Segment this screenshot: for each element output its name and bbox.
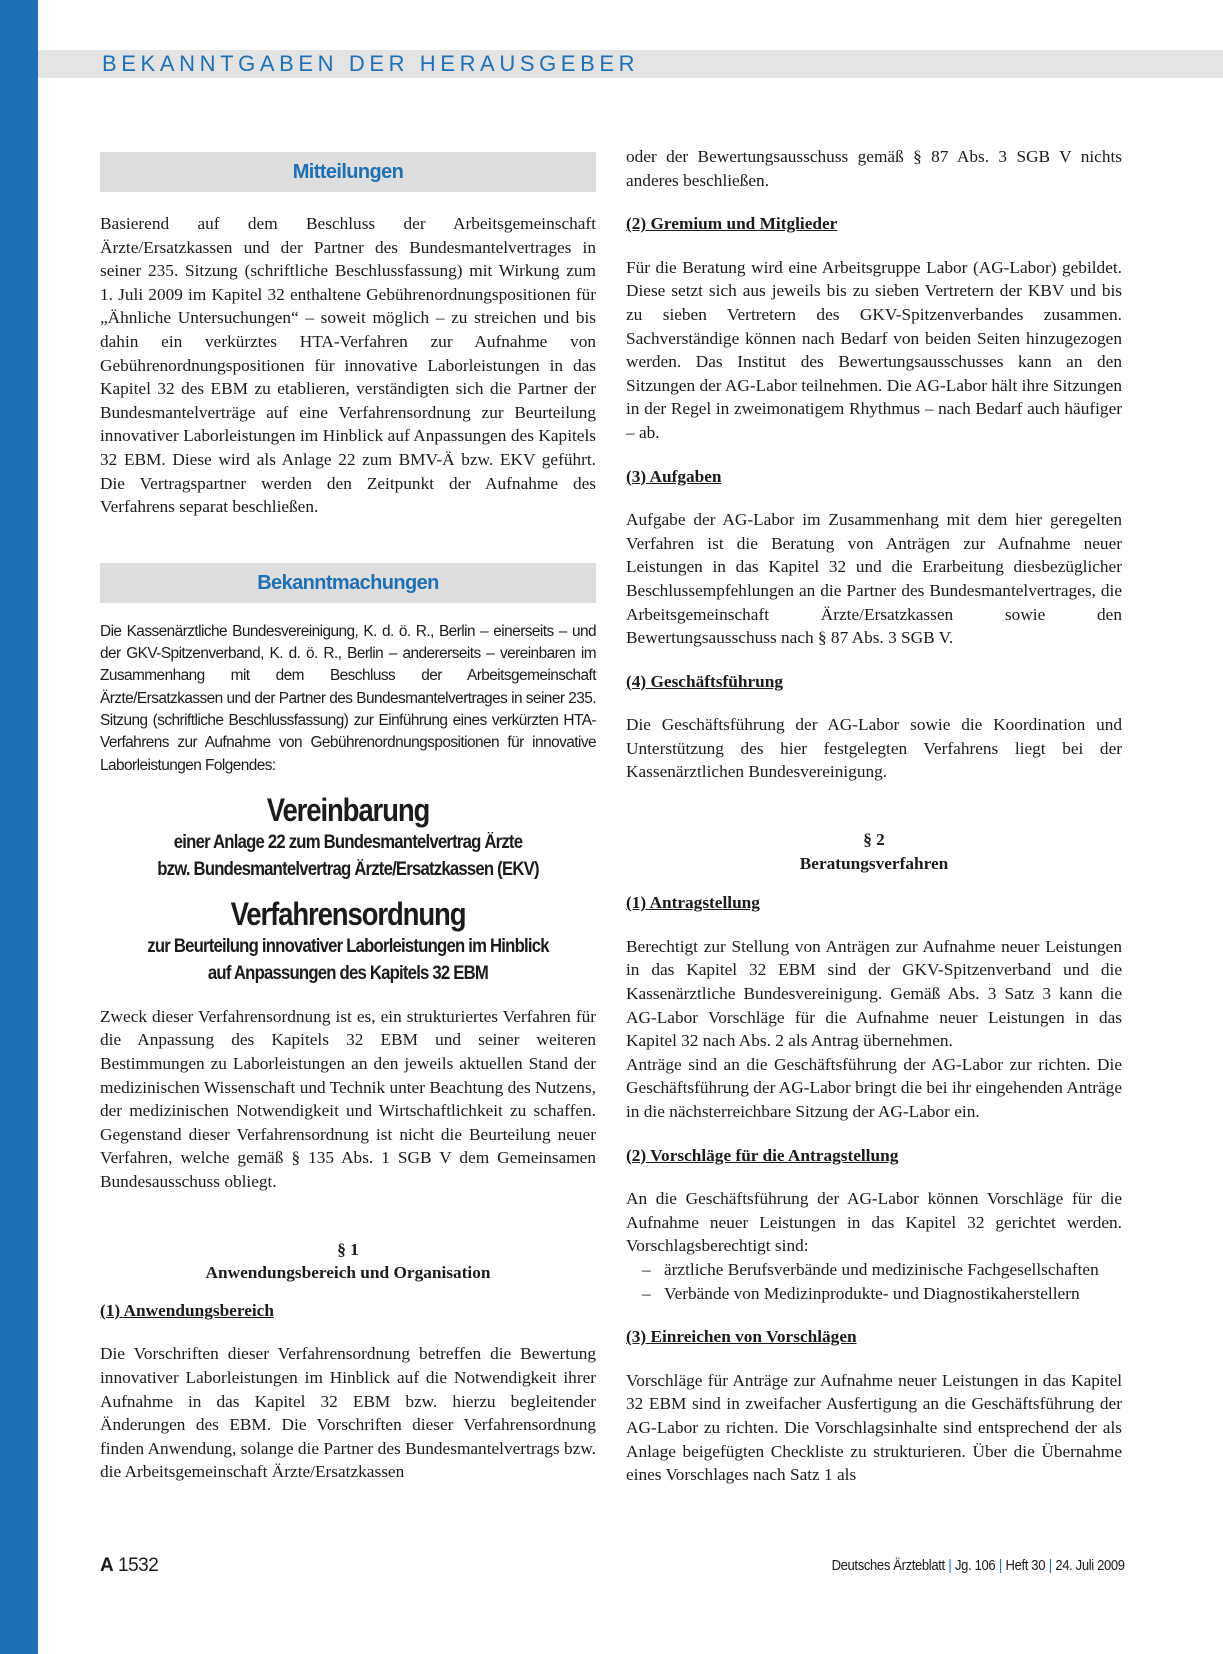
zweck-text: Zweck dieser Verfahrensordnung ist es, ein strukturiertes Verfahren für die Anpassung des Kapitels 32 EBM und seiner weiteren Bestimmungen zu Laborleistungen an den jeweils aktuellen Stand der medizinischen Wissenschaft und Technik unter Beachtung des Nutzens, der medizinischen Notwendigkeit und Wirtschaftlichkeit zu schaffen. Gegenstand dieser Verfahrensordnung ist nicht die Beurteilung neuer Verfahren, welche gemäß § 135 Abs. 1 SGB V dem Gemeinsamen Bundesausschuss obliegt. bbox=[100, 1006, 596, 1191]
page-section-header: BEKANNTGABEN DER HERAUSGEBER bbox=[102, 51, 640, 76]
list-item bbox=[626, 1282, 1122, 1306]
journal-info bbox=[832, 1558, 1125, 1574]
vorschlaege-text: An die Geschäftsführung der AG-Labor können Vorschläge für die Aufnahme neuer Leistungen in das Kapitel 32 gerichtet werden. Vorschlagsberechtigt sind: bbox=[626, 1189, 1122, 1256]
antragstellung-text-2: Anträge sind an die Geschäftsführung der AG-Labor zur richten. Die Geschäftsführung der AG-Labor bringt die bei ihr eingehenden Anträge in die nächsterreichbare Sitzung der AG-Labor ein. bbox=[626, 1054, 1122, 1121]
anwendungsbereich-heading: (1) Anwendungsbereich bbox=[100, 1300, 274, 1320]
verfahrensordnung-subtitle-1: zur Beurteilung innovativer Laborleistungen im Hinblick bbox=[147, 935, 549, 957]
vorschlaege-heading: (2) Vorschläge für die Antragstellung bbox=[626, 1145, 899, 1165]
paragraph-2-number: § 2 bbox=[863, 830, 885, 850]
left-column bbox=[100, 152, 596, 1484]
geschaeftsfuehrung-heading: (4) Geschäftsführung bbox=[626, 671, 783, 691]
vorschlaege-list bbox=[626, 1258, 1122, 1305]
einreichen-text: Vorschläge für Anträge zur Aufnahme neuer Leistungen in das Kapitel 32 EBM sind in zweifacher Ausfertigung an die Geschäftsführung der AG-Labor zu richten. Die Vorschlagsinhalte sind entsprechend der als Anlage beigefügten Checkliste zu strukturieren. Über die Übernahme eines Vorschlages nach Satz 1 als bbox=[626, 1370, 1122, 1485]
journal-volume: Jg. 106 bbox=[955, 1558, 996, 1574]
separator: | bbox=[1049, 1558, 1053, 1574]
antragstellung-heading: (1) Antragstellung bbox=[626, 893, 760, 913]
page-number bbox=[100, 1555, 158, 1577]
journal-name: Deutsches Ärzteblatt bbox=[831, 1558, 946, 1574]
continued-text: oder der Bewertungsausschuss gemäß § 87 Abs. 3 SGB V nichts anderes beschließen. bbox=[626, 147, 1122, 190]
separator: | bbox=[999, 1558, 1003, 1574]
page-prefix: A bbox=[100, 1555, 114, 1576]
gremium-text: Für die Beratung wird eine Arbeitsgruppe Labor (AG-Labor) gebildet. Diese setzt sich aus jeweils bis zu sieben Vertretern der KBV und bis zu sieben Vertretern des GKV-Spitzenverbandes zusammen. Sachverständige können nach Bedarf von beiden Seiten hinzugezogen werden. Das Institut des Bewertungsausschusses kann an den Sitzungen der AG-Labor teilnehmen. Die AG-Labor hält ihre Sitzungen in der Regel in zweimonatigem Rhythmus – nach Bedarf auch häufiger – ab. bbox=[626, 257, 1122, 442]
mitteilungen-text: Basierend auf dem Beschluss der Arbeitsgemeinschaft Ärzte/Ersatzkassen und der Partner des Bundesmantelvertrages in seiner 235. Sitzung (schriftliche Beschlussfassung) mit Wirkung zum 1. Juli 2009 im Kapitel 32 enthaltene Gebührenordnungspositionen für „Ähnliche Untersuchungen“ – soweit möglich – zu streichen und bis dahin ein verkürztes HTA-Verfahren zur Aufnahme von Gebührenordnungspositionen für innovative Laborleistungen in das Kapitel 32 des EBM zu etablieren, verständigten sich die Partner der Bundesmantelverträge auf eine Verfahrensordnung zur Beurteilung innovativer Laborleistungen im Hinblick auf Anpassungen des Kapitels 32 EBM. Diese wird als Anlage 22 zum BMV-Ä bzw. EKV geführt. Die Vertragspartner werden den Zeitpunkt der Aufnahme des Verfahrens separat beschließen. bbox=[100, 214, 596, 517]
verfahrensordnung-title: Verfahrensordnung bbox=[230, 895, 466, 932]
journal-issue: Heft 30 bbox=[1005, 1558, 1046, 1574]
bekanntmachungen-text: Die Kassenärztliche Bundesvereinigung, K. d. ö. R., Berlin – einerseits – und der GKV-Spitzenverband, K. d. ö. R., Berlin – andererseits – vereinbaren im Zusammenhang mit dem Beschluss der Arbeitsgemeinschaft Ärzte/Ersatzkassen und der Partner des Bundesmantelvertrages in seiner 235. Sitzung (schriftliche Beschlussfassung) zur Einführung eines verkürzten HTA-Verfahrens zur Aufnahme von Gebührenordnungspositionen für innovative Laborleistungen Folgendes: bbox=[100, 622, 596, 774]
separator: | bbox=[948, 1558, 952, 1574]
vereinbarung-subtitle-2: bzw. Bundesmantelvertrag Ärzte/Ersatzkassen (EKV) bbox=[157, 858, 539, 880]
journal-date: 24. Juli 2009 bbox=[1055, 1558, 1125, 1574]
paragraph-1-number: § 1 bbox=[337, 1239, 359, 1259]
geschaeftsfuehrung-text: Die Geschäftsführung der AG-Labor sowie die Koordination und Unterstützung des hier festgelegten Verfahrens liegt bei der Kassenärztlichen Bundesvereinigung. bbox=[626, 715, 1122, 782]
bekanntmachungen-heading: Bekanntmachungen bbox=[100, 563, 596, 603]
verfahrensordnung-subtitle-2: auf Anpassungen des Kapitels 32 EBM bbox=[207, 962, 489, 984]
left-accent-bar bbox=[0, 0, 38, 1654]
vereinbarung-subtitle-1: einer Anlage 22 zum Bundesmantelvertrag Ärzte bbox=[173, 831, 523, 853]
antragstellung-text-1: Berechtigt zur Stellung von Anträgen zur Aufnahme neuer Leistungen in das Kapitel 32 EBM sind der GKV-Spitzenverband und die Kassenärztliche Bundesvereinigung. Gemäß Abs. 3 Satz 3 kann die AG-Labor Vorschläge für die Aufnahme neuer Leistungen in das Kapitel 32 nach Abs. 2 als Antrag übernehmen. bbox=[626, 936, 1122, 1051]
paragraph-2-title: Beratungsverfahren bbox=[799, 853, 949, 873]
page-number-value: 1532 bbox=[118, 1555, 159, 1576]
dash-bullet: – bbox=[642, 1259, 651, 1279]
aufgaben-heading: (3) Aufgaben bbox=[626, 466, 722, 486]
dash-bullet: – bbox=[642, 1283, 651, 1303]
list-item bbox=[626, 1258, 1122, 1282]
list-item-text: ärztliche Berufsverbände und medizinische Fachgesellschaften bbox=[664, 1259, 1099, 1279]
paragraph-1-title: Anwendungsbereich und Organisation bbox=[205, 1263, 491, 1283]
anwendungsbereich-text: Die Vorschriften dieser Verfahrensordnung betreffen die Bewertung innovativer Laborleistungen im Hinblick auf die Notwendigkeit ihrer Aufnahme in das Kapitel 32 EBM bzw. hierzu begleitender Änderungen des EBM. Die Vorschriften dieser Verfahrensordnung finden Anwendung, solange die Partner des Bundesmantelvertrags bzw. die Arbeitsgemeinschaft Ärzte/Ersatzkassen bbox=[100, 1344, 596, 1482]
list-item-text: Verbände von Medizinprodukte- und Diagnostikaherstellern bbox=[664, 1283, 1080, 1303]
aufgaben-text: Aufgabe der AG-Labor im Zusammenhang mit dem hier geregelten Verfahren ist die Beratung von Anträgen zur Aufnahme neuer Leistungen in das Kapitel 32 und die Erarbeitung diesbezüglicher Beschlussempfehlungen an die Partner des Bundesmantelvertrages, die Arbeitsgemeinschaft Ärzte/Ersatzkassen sowie den Bewertungsausschuss nach § 87 Abs. 3 SGB V. bbox=[626, 510, 1122, 648]
vereinbarung-title: Vereinbarung bbox=[266, 791, 430, 828]
mitteilungen-heading: Mitteilungen bbox=[100, 152, 596, 192]
einreichen-heading: (3) Einreichen von Vorschlägen bbox=[626, 1327, 857, 1347]
right-column bbox=[626, 145, 1122, 1487]
gremium-heading: (2) Gremium und Mitglieder bbox=[626, 214, 838, 234]
